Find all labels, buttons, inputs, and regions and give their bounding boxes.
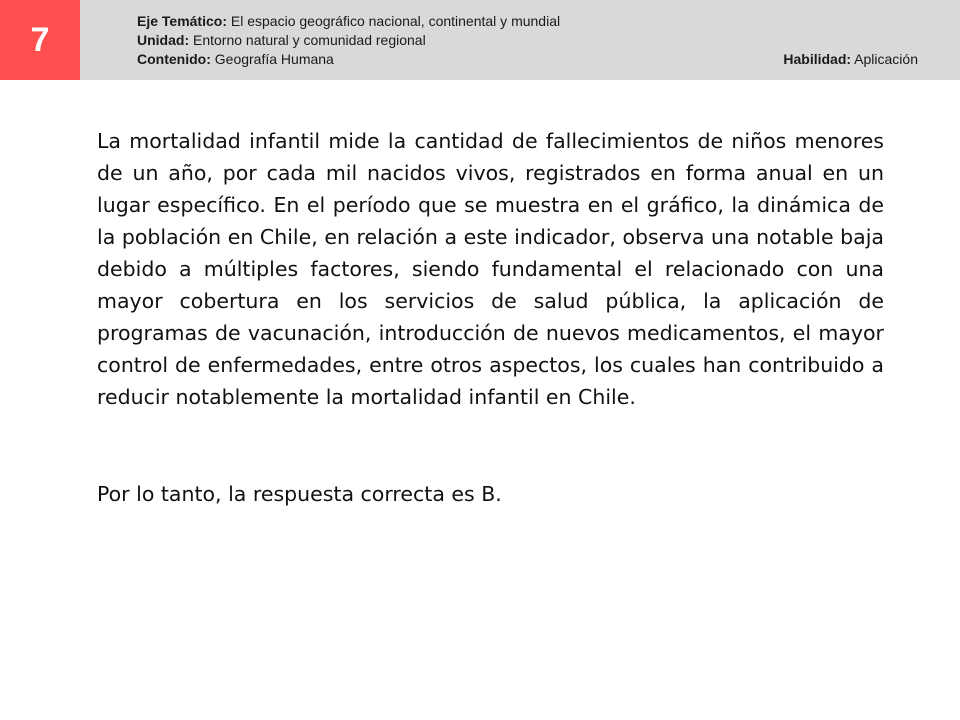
question-number: 7: [30, 20, 50, 59]
eje-tematico-line: [137, 12, 560, 30]
eje-tematico-value: El espacio geográfico nacional, continental y mundial: [230, 13, 561, 29]
answer-statement: Por lo tanto, la respuesta correcta es B.: [97, 482, 502, 506]
unidad-value: Entorno natural y comunidad regional: [193, 32, 426, 48]
unidad-label: Unidad:: [137, 32, 190, 48]
contenido-value: Geografía Humana: [214, 51, 334, 67]
question-number-badge: [0, 0, 80, 80]
contenido-line: [137, 50, 334, 68]
eje-tematico-label: Eje Temático:: [137, 13, 227, 29]
explanation-paragraph: La mortalidad infantil mide la cantidad de fallecimientos de niños menores de un año, por cada mil nacidos vivos, registrados en forma anual en un lugar específico. En el período que se muestra en el gráfico, la dinámica de la población en Chile, en relación a este indicador, observa una notable baja debido a múltiples factores, siendo fundamental el relacionado con una mayor cobertura en los servicios de salud pública, la aplicación de programas de vacunación, introducción de nuevos medicamentos, el mayor control de enfermedades, entre otros aspectos, los cuales han contribuido a reducir notablemente la mortalidad infantil en Chile.: [97, 129, 884, 409]
habilidad-value: Aplicación: [854, 51, 918, 67]
header-bar: [0, 0, 960, 80]
unidad-line: [137, 31, 426, 49]
habilidad-line: [783, 50, 918, 68]
contenido-label: Contenido:: [137, 51, 211, 67]
habilidad-label: Habilidad:: [783, 51, 852, 67]
